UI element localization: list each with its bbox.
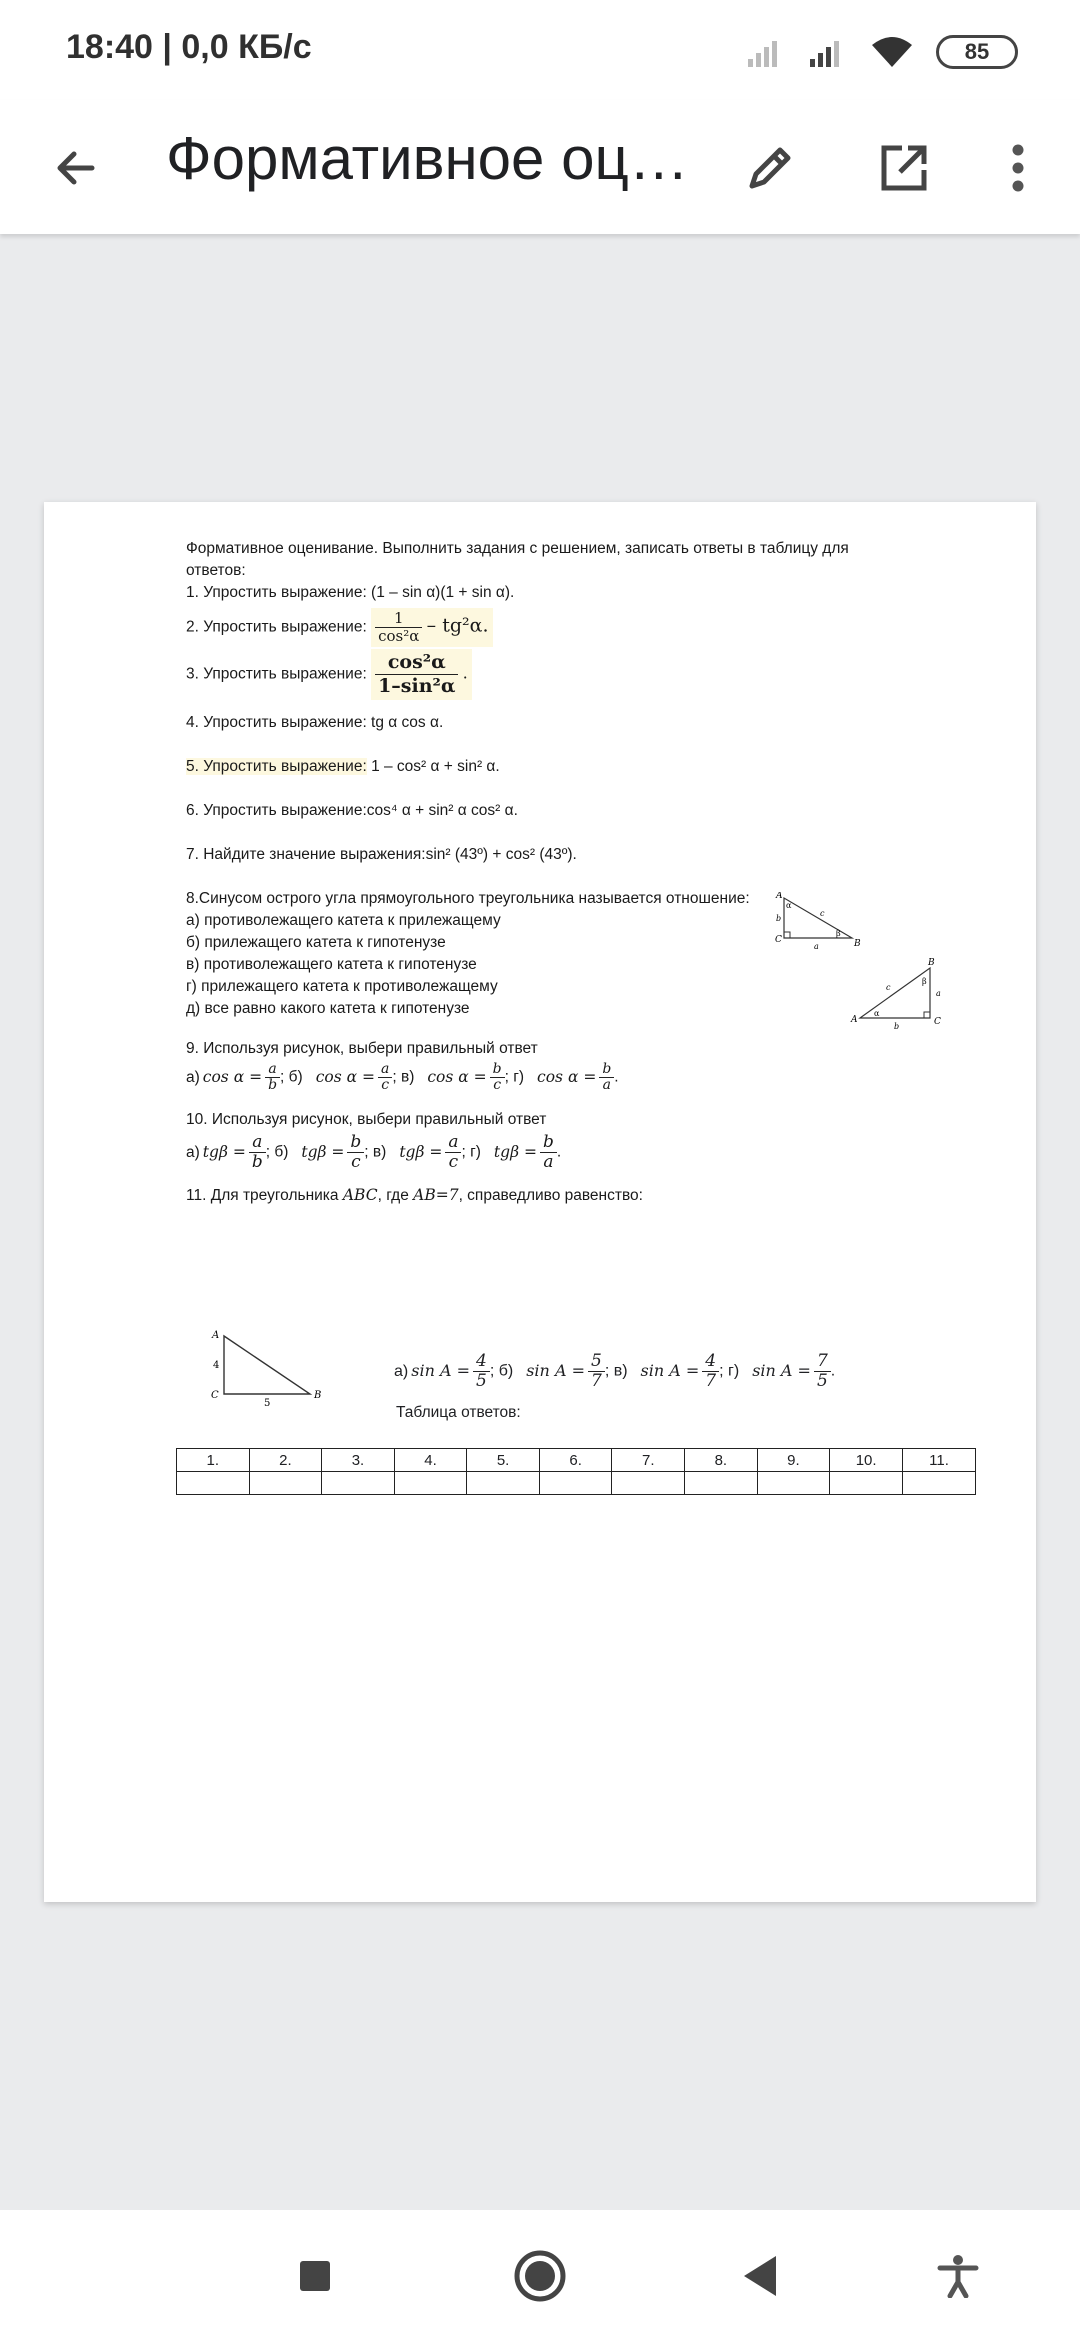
question-10-option <box>186 1133 288 1172</box>
document-title: Формативное оц… <box>166 125 689 192</box>
question-10-option-numerator: a <box>252 1132 263 1152</box>
battery-indicator: 85 <box>936 35 1018 69</box>
question-10-option-pre: а) <box>186 1143 200 1161</box>
question-2-tail: – tg²α. <box>426 614 489 637</box>
answers-table-header-cell: 7. <box>612 1449 685 1472</box>
question-11-option-fraction <box>473 1352 490 1391</box>
answers-table-header-cell: 1. <box>177 1449 250 1472</box>
question-3-expression <box>371 649 472 700</box>
fig9-label-b: b <box>776 914 782 923</box>
question-9-option-separator: . <box>614 1068 619 1086</box>
question-9-option-fraction <box>599 1062 614 1093</box>
answers-table-header-row <box>177 1449 976 1472</box>
question-10-option <box>298 1133 386 1172</box>
more-options-button[interactable] <box>982 132 1054 204</box>
status-icons <box>746 30 1018 74</box>
answers-table-header-cell: 8. <box>685 1449 758 1472</box>
wifi-icon <box>870 35 914 69</box>
fig11-label-A: A <box>212 1330 220 1341</box>
fig11-label-B: B <box>314 1390 322 1401</box>
question-2-label: 2. Упростить выражение: <box>186 618 367 636</box>
question-11-option-numerator: 4 <box>705 1351 717 1371</box>
circle-icon <box>513 2249 567 2303</box>
question-11-option-numerator: 5 <box>590 1351 602 1371</box>
question-9-option <box>186 1062 303 1093</box>
accessibility-icon <box>936 2254 980 2298</box>
question-10-option-fraction <box>347 1133 364 1172</box>
question-10-option-separator: ; г) <box>461 1143 481 1161</box>
question-10-option <box>396 1133 481 1172</box>
question-9-option-lhs: cos α = <box>537 1067 597 1086</box>
question-9-option-denominator: c <box>490 1077 505 1093</box>
question-10-option-numerator: b <box>542 1132 554 1152</box>
answers-table-answer-cell <box>467 1472 540 1495</box>
question-9-option-numerator: b <box>492 1061 502 1077</box>
answers-table-title: Таблица ответов: <box>396 1404 521 1421</box>
question-9-triangle-figure <box>774 892 884 952</box>
question-9-option-fraction <box>378 1062 392 1093</box>
question-9-option-denominator: b <box>265 1077 280 1093</box>
question-3 <box>186 649 936 700</box>
question-9-option-numerator: a <box>380 1061 390 1077</box>
recents-button[interactable] <box>285 2246 345 2306</box>
answers-table-answer-cell <box>177 1472 250 1495</box>
question-5-label: 5. Упростить выражение: <box>186 758 367 775</box>
answers-table-answer-cell <box>249 1472 322 1495</box>
question-9-option-separator: ; б) <box>280 1068 303 1086</box>
fig9-label-C: C <box>775 935 782 945</box>
signal-icon <box>808 37 848 67</box>
question-11-option-lhs: sin A = <box>526 1360 585 1380</box>
status-bar <box>0 0 1080 100</box>
question-10-option-separator: ; в) <box>364 1143 387 1161</box>
question-5 <box>186 756 936 778</box>
question-11-option-denominator: 7 <box>702 1371 719 1391</box>
question-2-fraction <box>375 610 422 645</box>
question-9-option <box>313 1062 415 1093</box>
question-10-option-lhs: tgβ = <box>493 1142 537 1161</box>
question-8-option-c: в) противолежащего катета к гипотенузе <box>186 956 477 973</box>
question-3-denominator: 1–sin²α <box>375 674 458 698</box>
fig10-label-C: C <box>934 1017 941 1027</box>
question-3-fraction <box>375 651 458 698</box>
question-9-option-separator: ; г) <box>504 1068 525 1086</box>
fig10-label-beta: β <box>922 977 927 986</box>
question-9-option-numerator: a <box>268 1061 277 1077</box>
system-back-button[interactable] <box>730 2246 790 2306</box>
question-8: 8.Синусом острого угла прямоугольного треугольника называется отношение: <box>186 890 750 907</box>
question-2-expression <box>371 608 492 647</box>
question-10-option-fraction <box>249 1133 266 1172</box>
question-9-option <box>534 1062 619 1093</box>
question-11-option <box>523 1352 627 1391</box>
answers-table-answer-cell <box>903 1472 976 1495</box>
answers-table <box>176 1448 976 1495</box>
question-3-label: 3. Упростить выражение: <box>186 665 367 683</box>
question-8-option-a: а) противолежащего катета к прилежащему <box>186 912 501 929</box>
question-10-option-denominator: b <box>249 1152 266 1172</box>
question-9: 9. Используя рисунок, выбери правильный ответ <box>186 1040 538 1057</box>
question-11-option <box>638 1352 740 1391</box>
question-9-option <box>424 1062 524 1093</box>
question-9-option-lhs: cos α = <box>427 1067 487 1086</box>
question-11-option-fraction <box>588 1352 605 1391</box>
question-8-option-e: д) все равно какого катета к гипотенузе <box>186 1000 470 1017</box>
question-10-option-fraction <box>445 1133 461 1172</box>
question-8-option-b: б) прилежащего катета к гипотенузе <box>186 934 446 951</box>
more-vert-icon <box>1008 142 1028 194</box>
answers-table-answer-cell <box>612 1472 685 1495</box>
answers-table-answer-cell <box>322 1472 395 1495</box>
triangle-back-icon <box>740 2254 780 2298</box>
question-3-numerator: cos²α <box>387 651 446 673</box>
fig9-label-a: a <box>814 942 819 951</box>
fig10-label-a: a <box>936 989 941 998</box>
question-11-option <box>394 1352 513 1391</box>
fig10-label-B: B <box>928 958 935 968</box>
fig11-side-ac: 4 <box>213 1360 220 1371</box>
home-button[interactable] <box>510 2246 570 2306</box>
question-11-options <box>394 1352 845 1391</box>
question-11-text-middle: , где <box>377 1187 414 1204</box>
fig10-label-alpha: α <box>874 1009 880 1018</box>
question-10-option <box>491 1133 561 1172</box>
answers-table-header-cell: 11. <box>903 1449 976 1472</box>
question-10-options <box>186 1133 936 1172</box>
question-11-option-separator: ; г) <box>719 1362 740 1380</box>
question-10-option-numerator: b <box>350 1132 362 1152</box>
question-4: 4. Упростить выражение: tg α cos α. <box>186 714 444 731</box>
question-11-option-lhs: sin A = <box>411 1360 470 1380</box>
pencil-icon <box>742 140 798 196</box>
question-10-option-denominator: a <box>540 1152 557 1172</box>
question-5-expression: 1 – cos² α + sin² α. <box>366 758 500 775</box>
question-2-numerator: 1 <box>393 609 404 627</box>
app-bar <box>0 100 1080 234</box>
fig10-label-b: b <box>894 1022 900 1031</box>
question-11-text-end: , справедливо равенство: <box>458 1187 643 1204</box>
question-11-triangle-name: ABC <box>342 1186 378 1204</box>
question-10-option-denominator: c <box>347 1152 364 1172</box>
question-2-denominator: cos²α <box>375 627 422 645</box>
question-1: 1. Упростить выражение: (1 – sin α)(1 + sin α). <box>186 584 515 601</box>
question-10: 10. Используя рисунок, выбери правильный ответ <box>186 1111 547 1128</box>
question-11-option-numerator: 4 <box>476 1351 487 1371</box>
fig9-label-c: c <box>820 909 825 918</box>
edit-button[interactable] <box>734 132 806 204</box>
answers-table-answer-row <box>177 1472 976 1495</box>
fig9-label-B: B <box>854 939 861 949</box>
question-10-option-fraction <box>540 1133 557 1172</box>
question-3-tail: . <box>462 664 468 683</box>
question-10-triangle-figure <box>850 958 960 1034</box>
question-11-option-separator: ; б) <box>489 1362 514 1380</box>
fig10-label-A: A <box>851 1015 858 1025</box>
intro-line-1: Формативное оценивание. Выполнить задания с решением, записать ответы в таблицу для <box>186 540 849 557</box>
question-9-options <box>186 1062 936 1093</box>
question-9-option-numerator: b <box>602 1061 612 1077</box>
question-9-option-fraction <box>490 1062 505 1093</box>
question-10-option-lhs: tgβ = <box>399 1142 443 1161</box>
answers-table-header-cell: 4. <box>394 1449 467 1472</box>
question-11-option-numerator: 7 <box>816 1351 828 1371</box>
fig10-label-c: c <box>886 983 891 992</box>
question-9-option-pre: а) <box>186 1068 200 1086</box>
answers-table-answer-cell <box>394 1472 467 1495</box>
question-11-option-pre: а) <box>394 1362 409 1380</box>
question-9-option-denominator: a <box>599 1077 614 1093</box>
question-11-option-denominator: 5 <box>473 1371 490 1391</box>
question-11-triangle-figure <box>210 1328 330 1408</box>
question-10-option-denominator: c <box>445 1152 461 1172</box>
question-9-option-lhs: cos α = <box>315 1067 375 1086</box>
answers-table-header-cell: 3. <box>322 1449 395 1472</box>
question-2 <box>186 608 936 647</box>
arrow-back-icon <box>52 144 100 192</box>
question-10-option-lhs: tgβ = <box>202 1142 246 1161</box>
answers-table-header-cell: 5. <box>467 1449 540 1472</box>
question-10-option-lhs: tgβ = <box>301 1142 345 1161</box>
question-9-option-fraction <box>265 1062 280 1093</box>
square-icon <box>298 2259 332 2293</box>
open-external-icon <box>876 140 932 196</box>
navigation-bar <box>0 2210 1080 2340</box>
answers-table-answer-cell <box>685 1472 758 1495</box>
question-11-text-start: 11. Для треугольника <box>186 1187 343 1204</box>
accessibility-button[interactable] <box>928 2246 988 2306</box>
back-button[interactable] <box>40 132 112 204</box>
question-11-side: AB=7 <box>413 1186 459 1204</box>
document-content <box>186 538 936 1207</box>
question-10-option-numerator: a <box>448 1132 459 1152</box>
answers-table-answer-cell <box>830 1472 903 1495</box>
question-11-option-lhs: sin A = <box>640 1360 700 1380</box>
question-11-option <box>749 1352 835 1391</box>
fig11-label-C: C <box>211 1390 219 1401</box>
question-11-option-fraction <box>814 1352 831 1391</box>
intro-line-2: ответов: <box>186 562 246 579</box>
question-6: 6. Упростить выражение:cos⁴ α + sin² α cos² α. <box>186 802 518 819</box>
open-external-button[interactable] <box>868 132 940 204</box>
fig9-label-alpha: α <box>786 901 792 910</box>
question-10-option-separator: ; б) <box>265 1143 289 1161</box>
answers-table-header-cell: 6. <box>539 1449 612 1472</box>
document-page <box>44 502 1036 1902</box>
answers-table-answer-cell <box>539 1472 612 1495</box>
fig9-label-A: A <box>776 892 783 901</box>
question-8-option-d: г) прилежащего катета к противолежащему <box>186 978 498 995</box>
fig9-label-beta: β <box>836 929 841 938</box>
question-10-option-separator: . <box>556 1143 562 1161</box>
question-11-option-separator: ; в) <box>604 1362 628 1380</box>
fig11-side-cb: 5 <box>264 1398 271 1408</box>
question-11-option-denominator: 5 <box>814 1371 831 1391</box>
question-11 <box>186 1184 936 1207</box>
answers-table-header-cell: 2. <box>249 1449 322 1472</box>
question-9-option-lhs: cos α = <box>202 1067 263 1086</box>
question-11-option-lhs: sin A = <box>752 1360 811 1380</box>
question-11-option-fraction <box>702 1352 719 1391</box>
status-time: 18:40 | 0,0 КБ/с <box>66 28 312 66</box>
question-11-option-separator: . <box>830 1362 836 1380</box>
answers-table-answer-cell <box>757 1472 830 1495</box>
answers-table-header-cell: 9. <box>757 1449 830 1472</box>
question-9-option-separator: ; в) <box>392 1068 415 1086</box>
question-11-option-denominator: 7 <box>588 1371 605 1391</box>
question-7: 7. Найдите значение выражения:sin² (43º) + cos² (43º). <box>186 846 577 863</box>
question-9-option-denominator: c <box>378 1077 392 1093</box>
signal-weak-icon <box>746 37 786 67</box>
answers-table-header-cell: 10. <box>830 1449 903 1472</box>
